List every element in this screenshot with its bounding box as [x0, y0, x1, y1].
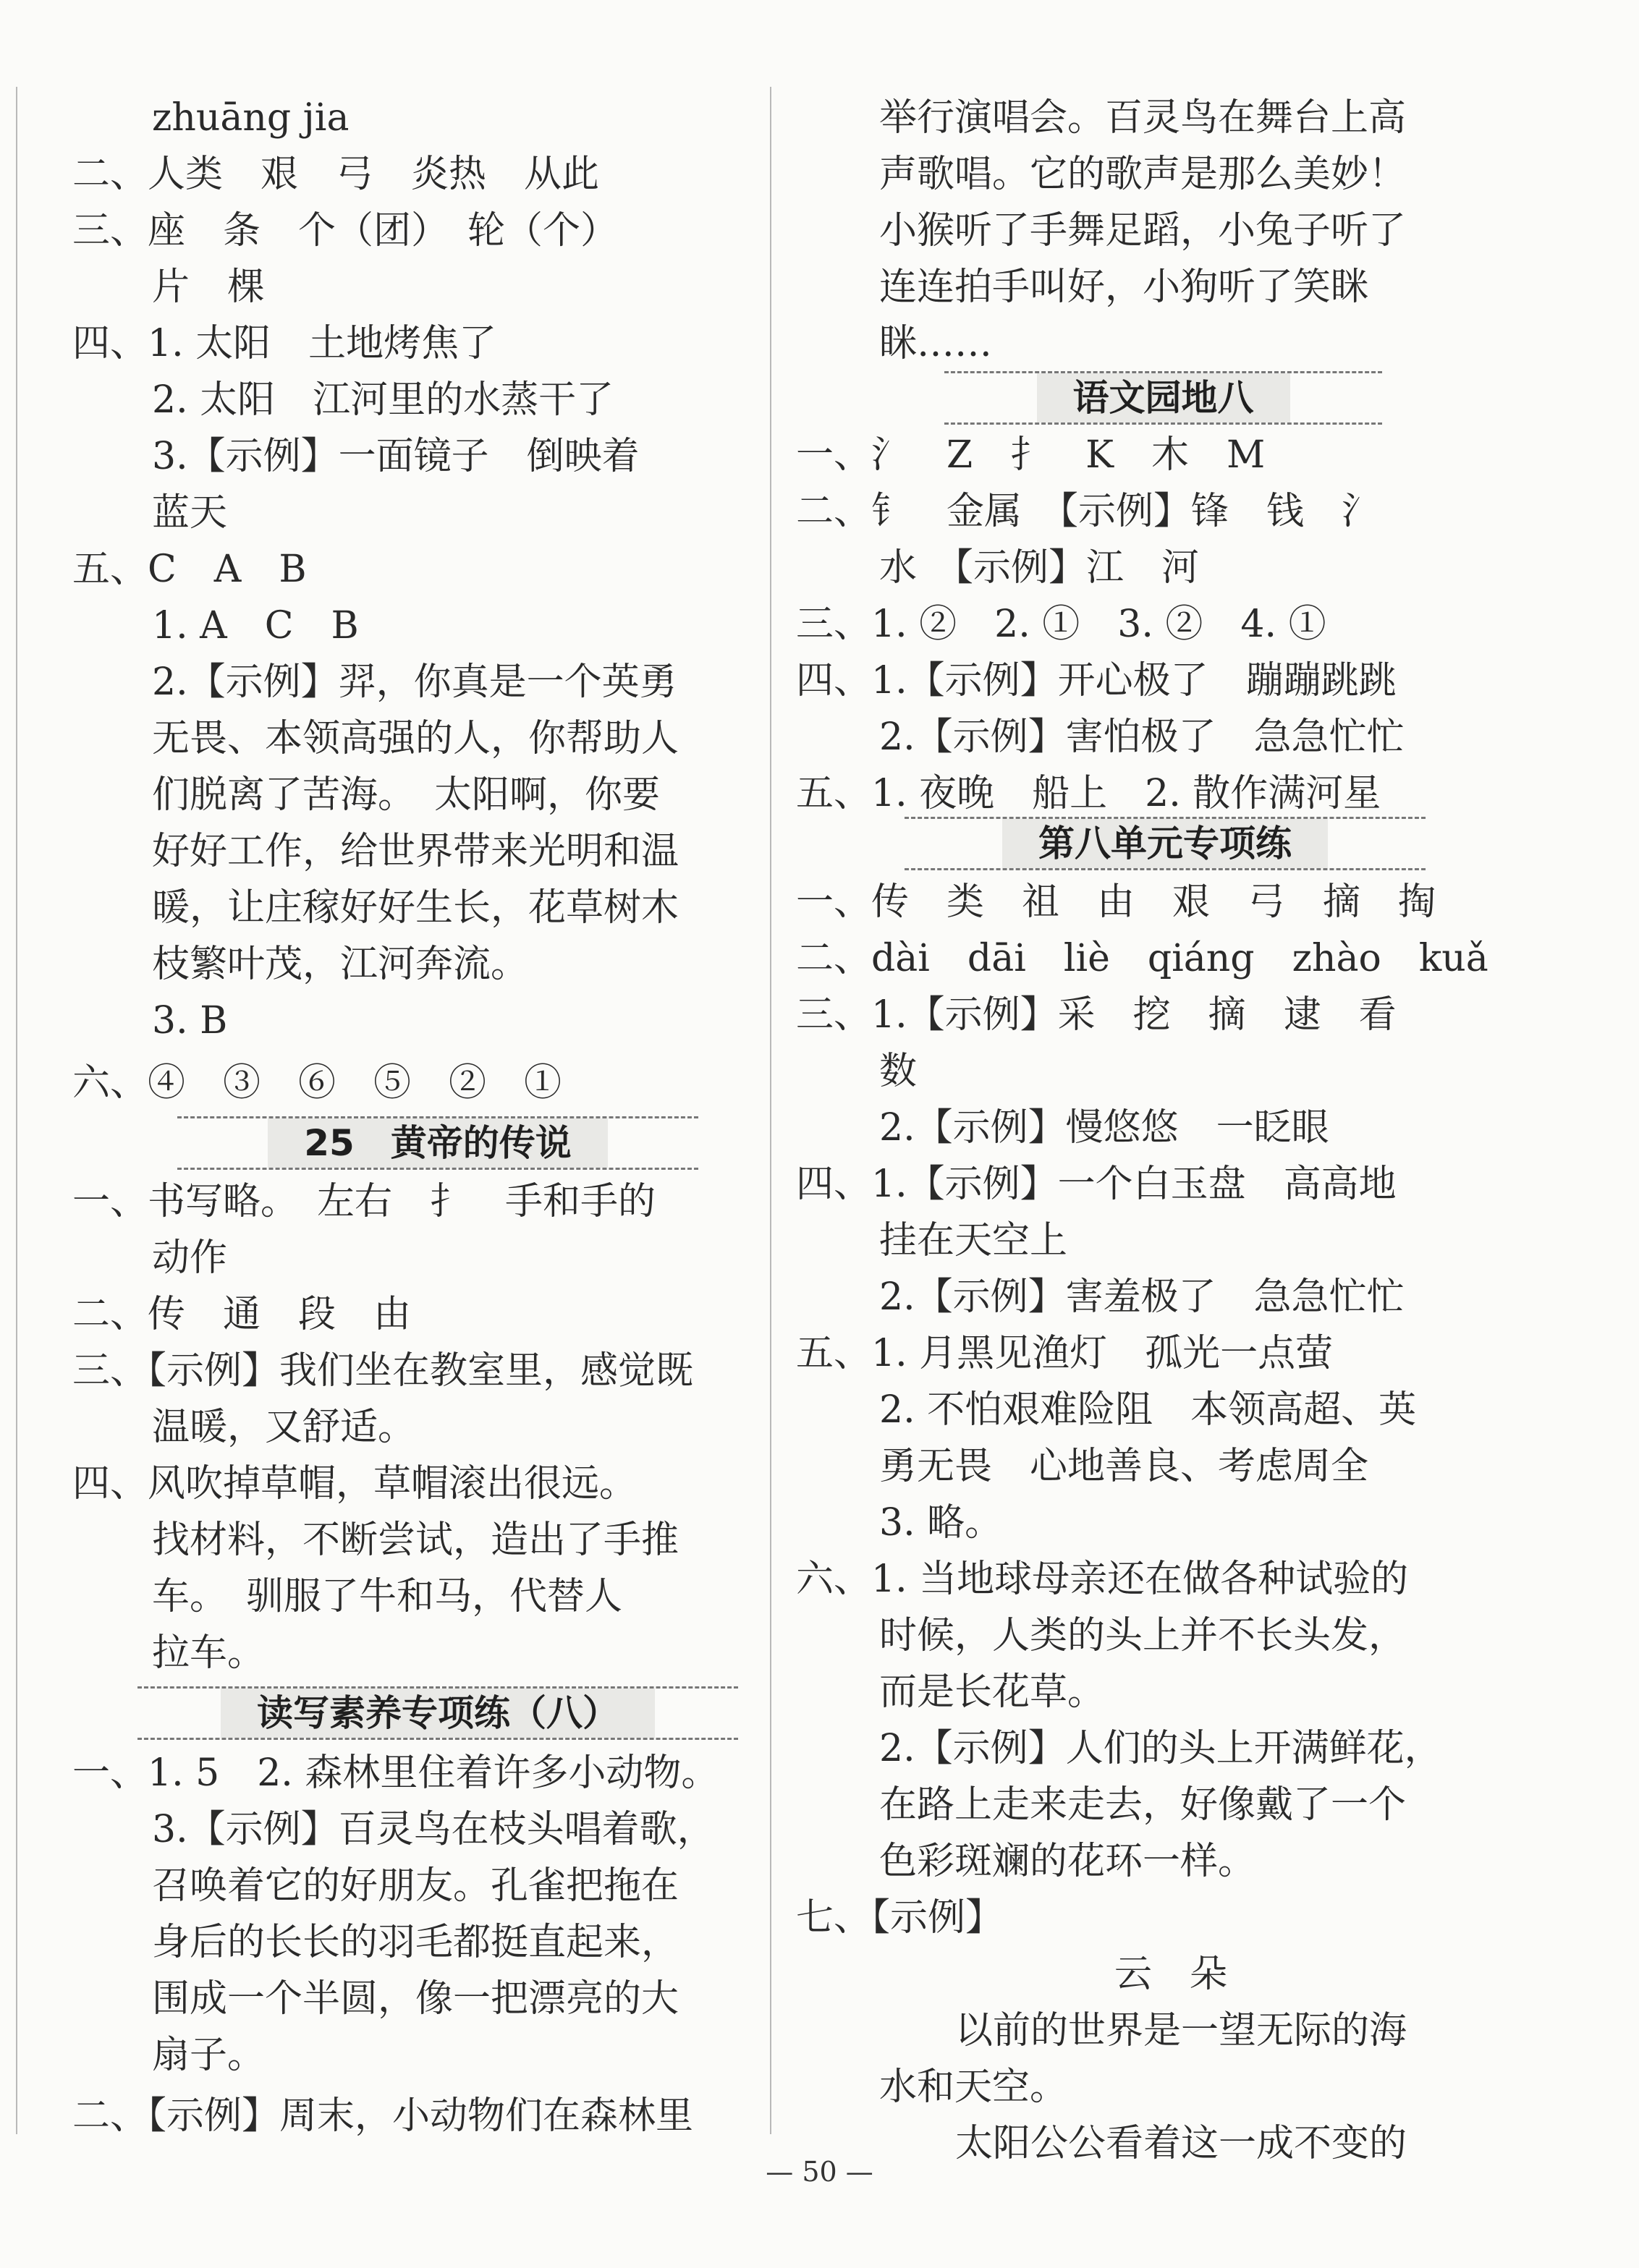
text-line: 一、传 类 祖 由 艰 弓 摘 掏 [796, 880, 1436, 924]
text-line: 水 【示例】江 河 [879, 546, 1200, 590]
essay-title: 云 朵 [1114, 1953, 1228, 1996]
text-line: 2.【示例】慢悠悠 一眨眼 [879, 1106, 1329, 1150]
text-line: 四、1.【示例】开心极了 蹦蹦跳跳 [796, 659, 1397, 702]
section-heading-text: 读写素养专项练（八） [221, 1689, 655, 1738]
text-line: zhuāng jia [152, 96, 350, 140]
text-line: 动作 [152, 1236, 228, 1280]
text-line: 五、1. 夜晚 船上 2. 散作满河星 [796, 772, 1381, 815]
text-line: 水和天空。 [879, 2065, 1068, 2109]
text-line: 四、1.【示例】一个白玉盘 高高地 [796, 1163, 1397, 1206]
text-line: 3.【示例】百灵鸟在枝头唱着歌， [152, 1808, 715, 1851]
section-heading [137, 1686, 738, 1740]
text-line: 枝繁叶茂，江河奔流。 [152, 943, 529, 986]
text-line: 好好工作，给世界带来光明和温 [152, 830, 679, 873]
text-line: 色彩斑斓的花环一样。 [879, 1840, 1256, 1883]
text-line: 拉车。 [152, 1631, 266, 1675]
text-line: 小猴听了手舞足蹈，小兔子听了 [879, 209, 1407, 252]
text-line: 在路上走来走去，好像戴了一个 [879, 1783, 1407, 1827]
section-heading [905, 817, 1426, 870]
text-line: 三、【示例】我们坐在教室里，感觉既 [72, 1349, 694, 1393]
column-divider [770, 87, 771, 2134]
section-heading-text: 语文园地八 [1037, 373, 1290, 422]
text-line: 蓝天 [152, 491, 228, 535]
text-line: 暖，让庄稼好好生长，花草树木 [152, 886, 679, 930]
text-line: 连连拍手叫好，小狗听了笑眯 [879, 266, 1369, 309]
text-line: 3.【示例】一面镜子 倒映着 [152, 435, 640, 478]
page-number: — 50 — [766, 2156, 873, 2188]
text-line: 二、传 通 段 由 [72, 1293, 412, 1336]
text-line: 三、座 条 个（团） 轮（个） [72, 209, 619, 252]
text-line: 找材料，不断尝试，造出了手推 [152, 1519, 679, 1562]
text-line: 2.【示例】羿，你真是一个英勇 [152, 661, 677, 704]
text-line: 七、【示例】 [796, 1896, 1004, 1940]
section-heading [944, 371, 1382, 425]
section-heading-text: 25 黄帝的传说 [268, 1118, 608, 1168]
text-line: 太阳公公看着这一成不变的 [955, 2122, 1407, 2165]
text-line: 三、1. ② 2. ① 3. ② 4. ① [796, 603, 1326, 646]
text-line: 2.【示例】害怕极了 急急忙忙 [879, 715, 1405, 759]
text-line: 二、dài dāi liè qiáng zhào kuǎ [796, 937, 1488, 980]
text-line: 们脱离了苦海。 太阳啊，你要 [152, 773, 661, 817]
text-line: 六、1. 当地球母亲还在做各种试验的 [796, 1558, 1409, 1601]
text-line: 二、人类 艰 弓 炎热 从此 [72, 153, 600, 196]
text-line: 四、1. 太阳 土地烤焦了 [72, 322, 497, 365]
text-line: 扇子。 [152, 2034, 266, 2077]
text-line: 四、风吹掉草帽，草帽滚出很远。 [72, 1462, 638, 1505]
text-line: 围成一个半圆，像一把漂亮的大 [152, 1977, 679, 2021]
section-heading [177, 1116, 698, 1170]
text-line: 无畏、本领高强的人，你帮助人 [152, 717, 679, 760]
text-line: 身后的长长的羽毛都挺直起来， [152, 1921, 679, 1964]
text-line: 一、氵 Z 扌 K 木 M [796, 433, 1266, 477]
text-line: 六、④ ③ ⑥ ⑤ ② ① [72, 1061, 562, 1105]
text-line: 而是长花草。 [879, 1670, 1106, 1714]
text-line: 2.【示例】害羞极了 急急忙忙 [879, 1275, 1405, 1319]
text-line: 二、【示例】周末，小动物们在森林里 [72, 2094, 694, 2138]
text-line: 一、1. 5 2. 森林里住着许多小动物。 [72, 1751, 719, 1795]
text-line: 召唤着它的好朋友。孔雀把拖在 [152, 1864, 679, 1908]
text-line: 3. B [152, 999, 228, 1042]
text-line: 二、钅 金属 【示例】锋 钱 氵 [796, 490, 1380, 533]
text-line: 以前的世界是一望无际的海 [955, 2009, 1407, 2052]
text-line: 五、C A B [72, 548, 307, 591]
text-line: 温暖，又舒适。 [152, 1406, 416, 1449]
text-line: 片 棵 [152, 266, 266, 309]
text-line: 勇无畏 心地善良、考虑周全 [879, 1445, 1369, 1488]
text-line: 2.【示例】人们的头上开满鲜花， [879, 1727, 1442, 1770]
text-line: 声歌唱。它的歌声是那么美妙！ [879, 153, 1407, 196]
text-line: 举行演唱会。百灵鸟在舞台上高 [879, 96, 1407, 140]
text-line: 时候，人类的头上并不长头发， [879, 1614, 1407, 1657]
text-line: 3. 略。 [879, 1501, 1003, 1545]
text-line: 2. 太阳 江河里的水蒸干了 [152, 378, 614, 422]
text-line: 数 [879, 1050, 918, 1093]
column-rule-left [16, 87, 17, 2134]
text-line: 车。 驯服了牛和马，代替人 [152, 1575, 623, 1618]
text-line: 一、书写略。 左右 扌 手和手的 [72, 1180, 656, 1223]
text-line: 挂在天空上 [879, 1219, 1068, 1262]
section-heading-text: 第八单元专项练 [1002, 819, 1328, 868]
text-line: 2. 不怕艰难险阻 本领高超、英 [879, 1388, 1417, 1432]
text-line: 三、1.【示例】采 挖 摘 逮 看 [796, 993, 1397, 1037]
text-line: 眯…… [879, 322, 993, 365]
text-line: 五、1. 月黑见渔灯 孤光一点萤 [796, 1332, 1334, 1375]
text-line: 1. A C B [152, 604, 359, 647]
